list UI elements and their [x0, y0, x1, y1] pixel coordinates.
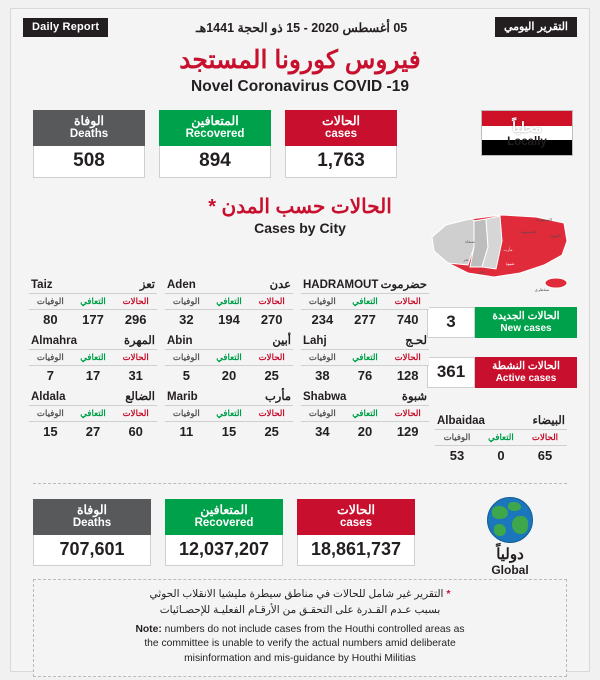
city-name-en: HADRAMOUT	[303, 279, 379, 291]
city-name-ar: عدن	[269, 279, 291, 291]
city-card-lahj	[301, 333, 429, 383]
global-recovered-stat	[165, 499, 283, 566]
asterisk-icon: *	[446, 588, 451, 600]
city-name-en: Marib	[167, 391, 198, 403]
cities-row	[29, 389, 429, 439]
col-recovered: التعافي	[352, 296, 378, 306]
city-name-en: Shabwa	[303, 391, 347, 403]
asterisk-icon: *	[208, 195, 216, 218]
col-deaths: الوفيات	[36, 352, 64, 362]
locally-emblem	[471, 110, 589, 156]
city-card-albaidaa	[435, 413, 567, 463]
city-deaths: 11	[179, 424, 194, 439]
city-deaths: 53	[449, 448, 465, 463]
col-deaths: الوفيات	[172, 352, 200, 362]
col-deaths: الوفيات	[308, 296, 336, 306]
active-cases-value: 361	[427, 357, 475, 388]
col-cases: الحالات	[394, 352, 421, 362]
col-cases: الحالات	[394, 408, 421, 418]
col-cases: الحالات	[122, 352, 149, 362]
city-deaths: 34	[315, 424, 330, 439]
col-recovered: التعافي	[488, 432, 514, 442]
local-cases-stat	[285, 110, 397, 178]
city-name-en: Aden	[167, 279, 196, 291]
svg-text:حضرموت: حضرموت	[519, 229, 537, 234]
global-recovered-label-ar: المتعافين	[200, 503, 248, 517]
cities-row	[29, 277, 429, 327]
col-deaths: الوفيات	[172, 296, 200, 306]
city-name-en: Albaidaa	[437, 415, 485, 427]
daily-report-badge-ar: التقرير اليومي	[495, 17, 577, 37]
city-name-en: Aldala	[31, 391, 66, 403]
global-cases-label-en: cases	[340, 517, 372, 529]
svg-text:المهرة: المهرة	[549, 233, 561, 238]
new-cases-label-en: New cases	[500, 322, 552, 334]
note-ar-line1: التقرير غير شامل للحالات في مناطق سيطرة مليشيا الانقلاب الحوثي	[149, 588, 444, 600]
col-deaths: الوفيات	[36, 296, 64, 306]
city-recovered: 17	[85, 368, 101, 383]
active-cases-block	[427, 357, 577, 388]
svg-text:تعز: تعز	[463, 257, 469, 262]
local-cases-label-ar: الحالات	[321, 114, 361, 128]
global-cases-value: 18,861,737	[297, 535, 415, 566]
svg-text:صنعاء: صنعاء	[465, 239, 475, 244]
header-bar	[11, 9, 589, 39]
col-cases: الحالات	[394, 296, 421, 306]
col-cases: الحالات	[258, 296, 285, 306]
city-recovered: 20	[221, 368, 237, 383]
col-recovered: التعافي	[216, 296, 242, 306]
svg-text:عدن: عدن	[478, 269, 486, 274]
city-recovered: 277	[354, 312, 376, 327]
city-deaths: 80	[43, 312, 58, 327]
city-name-en: Lahj	[303, 335, 327, 347]
note-en-line2: the committee is unable to verify the actual numbers amid deliberate	[144, 638, 456, 650]
footnote	[33, 579, 567, 677]
col-recovered: التعافي	[80, 352, 106, 362]
report-date: 05 أغسطس 2020 - 15 ذو الحجة 1441هـ	[195, 20, 408, 35]
city-cases: 60	[128, 424, 143, 439]
locally-label-en: Locally	[507, 135, 547, 148]
city-recovered: 194	[218, 312, 240, 327]
local-totals	[11, 96, 589, 178]
cities-title-en: Cases by City	[254, 219, 346, 236]
global-cases-stat	[297, 499, 415, 566]
global-recovered-label-en: Recovered	[194, 517, 254, 529]
city-name-ar: البيضاء	[532, 415, 565, 427]
cities-grid	[29, 277, 429, 445]
city-card-aldala	[29, 389, 157, 439]
city-recovered: 177	[82, 312, 104, 327]
city-deaths: 234	[311, 312, 334, 327]
cities-row	[29, 333, 429, 383]
local-recovered-label-ar: المتعافين	[191, 114, 239, 128]
col-recovered: التعافي	[352, 352, 378, 362]
note-en-line3: misinformation and mis-guidance by Houthi Militias	[184, 653, 416, 665]
city-deaths: 32	[179, 312, 194, 327]
new-cases-block	[427, 307, 577, 338]
global-totals	[33, 499, 415, 566]
city-name-ar: أبين	[272, 335, 291, 347]
note-ar-line2: بسبب عـدم القـدرة على التحقـق من الأرقـام الفعليـة للإحصـائيات	[159, 603, 441, 616]
local-deaths-value: 508	[33, 146, 145, 178]
city-recovered: 20	[357, 424, 373, 439]
local-cases-value: 1,763	[285, 146, 397, 178]
col-recovered: التعافي	[80, 408, 106, 418]
col-cases: الحالات	[122, 408, 149, 418]
divider	[33, 483, 567, 484]
city-cases: 128	[396, 368, 419, 383]
active-cases-label-ar: الحالات النشطة	[492, 360, 560, 372]
col-recovered: التعافي	[216, 352, 242, 362]
city-card-almahra	[29, 333, 157, 383]
local-recovered-stat	[159, 110, 271, 178]
page-title-en: Novel Coronavirus COVID -19	[191, 78, 409, 95]
col-recovered: التعافي	[352, 408, 378, 418]
city-recovered: 76	[357, 368, 373, 383]
yemen-flag-icon	[481, 110, 573, 156]
page-title-ar: فيروس كورونا المستجد	[179, 46, 421, 74]
active-cases-label-en: Active cases	[495, 372, 557, 384]
global-deaths-stat	[33, 499, 151, 566]
col-cases: الحالات	[122, 296, 149, 306]
col-cases: الحالات	[258, 408, 285, 418]
new-cases-value: 3	[427, 307, 475, 338]
city-cases: 270	[260, 312, 283, 327]
global-emblem	[451, 497, 569, 577]
col-cases: الحالات	[531, 432, 559, 442]
city-name-en: Taiz	[31, 279, 53, 291]
global-label-en: Global	[491, 563, 529, 577]
col-cases: الحالات	[258, 352, 285, 362]
local-recovered-value: 894	[159, 146, 271, 178]
daily-report-badge-en: Daily Report	[23, 18, 108, 37]
city-card-marib	[165, 389, 293, 439]
global-deaths-label-ar: الوفاة	[76, 503, 108, 517]
city-card-aden	[165, 277, 293, 327]
city-deaths: 38	[315, 368, 330, 383]
local-deaths-label-ar: الوفاة	[73, 114, 105, 128]
global-deaths-label-en: Deaths	[72, 517, 112, 529]
city-cases: 31	[128, 368, 143, 383]
city-cases: 25	[264, 424, 279, 439]
city-card-hadramout	[301, 277, 429, 327]
city-cases: 25	[264, 368, 279, 383]
globe-icon	[487, 497, 533, 543]
city-name-en: Almahra	[31, 335, 78, 347]
col-recovered: التعافي	[216, 408, 242, 418]
cities-title-ar: الحالات حسب المدن	[221, 195, 392, 218]
local-deaths-stat	[33, 110, 145, 178]
col-deaths: الوفيات	[443, 432, 471, 442]
city-card-taiz	[29, 277, 157, 327]
col-deaths: الوفيات	[308, 352, 336, 362]
city-card-abin	[165, 333, 293, 383]
report-card	[10, 8, 590, 672]
city-recovered: 15	[221, 424, 237, 439]
global-deaths-value: 707,601	[33, 535, 151, 566]
city-name-ar: المهرة	[123, 335, 155, 347]
city-cases: 129	[396, 424, 419, 439]
city-cases: 740	[396, 312, 419, 327]
local-cases-label-en: cases	[325, 128, 357, 140]
col-deaths: الوفيات	[36, 408, 64, 418]
note-en-line1: numbers do not include cases from the Houthi controlled areas as	[164, 623, 465, 635]
city-recovered: 27	[85, 424, 101, 439]
city-name-en: Abin	[167, 335, 193, 347]
col-deaths: الوفيات	[308, 408, 336, 418]
svg-text:سقطرى: سقطرى	[534, 287, 550, 292]
svg-text:السعودية: السعودية	[536, 217, 552, 222]
locally-label-ar: محلياً	[512, 118, 542, 135]
city-name-ar: تعز	[139, 279, 155, 291]
note-en-label: Note:	[135, 623, 162, 635]
global-label-ar: دولياً	[496, 546, 524, 563]
city-deaths: 15	[43, 424, 58, 439]
city-deaths: 7	[46, 368, 54, 383]
local-recovered-label-en: Recovered	[185, 128, 245, 140]
city-name-ar: حضرموت	[380, 279, 427, 291]
global-recovered-value: 12,037,207	[165, 535, 283, 566]
col-deaths: الوفيات	[172, 408, 200, 418]
yemen-map	[419, 207, 579, 302]
new-cases-label-ar: الحالات الجديدة	[492, 310, 560, 322]
city-name-ar: الضالع	[125, 391, 155, 403]
col-recovered: التعافي	[80, 296, 106, 306]
yemen-map-icon	[424, 207, 574, 302]
city-card-shabwa	[301, 389, 429, 439]
city-name-ar: شبوة	[401, 391, 427, 403]
local-deaths-label-en: Deaths	[69, 128, 109, 140]
city-name-ar: مأرب	[264, 391, 291, 403]
city-deaths: 5	[182, 368, 190, 383]
svg-text:مأرب: مأرب	[503, 247, 513, 252]
svg-text:شبوة: شبوة	[505, 261, 515, 266]
city-cases: 296	[124, 312, 147, 327]
city-name-ar: لحـج	[405, 335, 427, 347]
city-cases: 65	[537, 448, 553, 463]
city-recovered: 0	[497, 448, 505, 463]
global-cases-label-ar: الحالات	[336, 503, 376, 517]
